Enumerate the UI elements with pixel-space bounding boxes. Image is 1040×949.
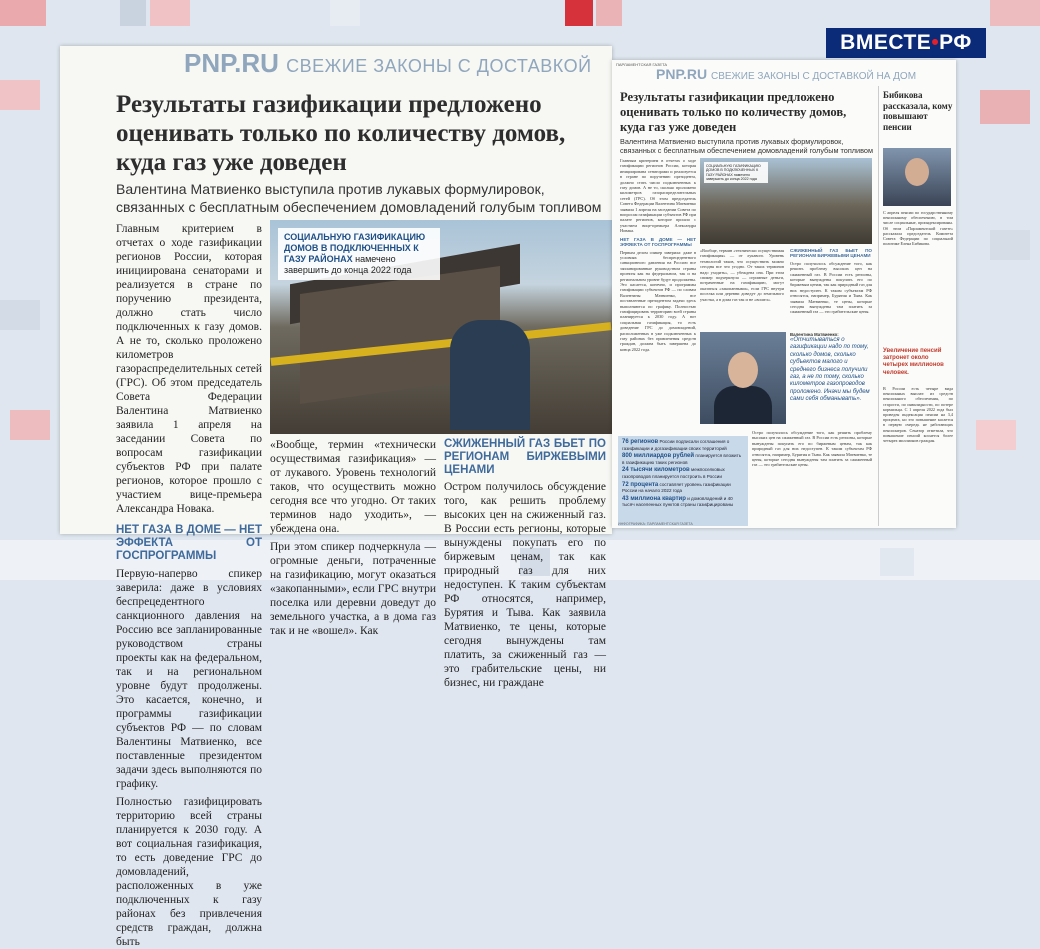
page-col4-body: Остро получилось обсуждение того, как решить проблему высоких цен на сжиженный газ. В России есть регионы, которые вынуждены покупать его по биржевым ценам, так как природный газ для них недоступен. К таким субъектам РФ относятся, например, Бурятия и Тыва. Как заявила Матвиенко, те цены, которые сегодня вынуждены там платить за сжиженный газ — это грабительские цены. <box>752 430 872 468</box>
page-footer: ИНФОГРАФИКА: ПАРЛАМЕНТСКАЯ ГАЗЕТА <box>618 522 693 526</box>
page-column-4 <box>752 430 872 520</box>
bg-tile <box>976 420 1016 450</box>
stat-number: 43 миллиона квартир <box>622 495 686 502</box>
page-col1-lead: Главным критерием в отчетах о ходе газификации регионов России, которая инициирована сенаторами и реализуется в стране по поручению президента, должно стать число подключенных к газу домов. А не то, сколько проложено километров газораспределительных сетей (ГРС). Об этом председатель Совета Федерации Валентина Матвиенко заявила 1 апреля на заседании Совета по вопросам газификации субъектов РФ при палате регионов, которое прошло с участием вице-премьера Александра Новака. <box>620 158 696 234</box>
page-col2-body: «Вообще, термин «технически осуществимая газификация» — от лукавого. Уровень технологий таков, что осуществить можно сегодня все что угодно. От таких терминов надо уходить», — убеждена она. При этом спикер подчеркнула — огромные деньги, потраченные на газификацию, могут оказаться «закопанными», если ГРС внутри поселка или деревни доведут до земельного участка, а в дома газ так и не «вошел». <box>700 248 784 302</box>
page-masthead <box>656 66 916 82</box>
zoom-photo <box>270 220 612 434</box>
zoomed-article <box>60 46 612 948</box>
zoom-col3-heading: СЖИЖЕННЫЙ ГАЗ БЬЕТ ПО РЕГИОНАМ БИРЖЕВЫМИ ЦЕНАМИ <box>444 438 606 476</box>
page-col1-heading: НЕТ ГАЗА В ДОМЕ — НЕТ ЭФФЕКТА ОТ ГОСПРОГРАММЫ <box>620 236 696 248</box>
zoom-col3-body: Остром получилось обсуждение того, как решить проблему высоких цен на сжиженный газ. В России есть регионы, которые вынуждены покупать его по биржевым ценам, так как природный газ для них недоступен. К таким субъектам РФ относятся, например, Бурятия и Тыва. Как заявила Матвиенко, те цены, которые сегодня вынуждены там платить, за сжиженный газ — это грабительские цены, ни бизнес, ни граждане <box>444 481 606 689</box>
page-portrait-photo <box>700 332 786 424</box>
page-photo <box>700 158 872 244</box>
stat-number: 72 процента <box>622 481 659 488</box>
masthead-name: PNP.RU <box>184 48 279 78</box>
sidebar-headline: Бибикова рассказала, кому повышают пенсии <box>883 90 953 132</box>
bg-tile <box>0 80 40 110</box>
zoom-col2-quote: «Вообще, термин «технически осуществимая газификация» — от лукавого. Уровень технологий таков, что осуществить можно сегодня все что угодно. От таких терминов надо уходить», — убеждена она. <box>270 439 436 535</box>
zoom-headline: Результаты газификации предложено оценивать только по количеству домов, куда газ уже доведен <box>116 91 566 176</box>
stat-item <box>622 439 744 451</box>
page-masthead-name: PNP.RU <box>656 66 708 82</box>
bg-tile <box>990 230 1030 260</box>
bg-tile <box>0 0 46 26</box>
quote-text: «Отчитываться о газификации надо по тому, сколько домов, сколько субъектов малого и среднего бизнеса получили газ, а не по тому, сколько километров газопроводов проложено. Иначи мы будем сами себя обманывать». <box>790 337 870 403</box>
stat-number: 800 миллиардов рублей <box>622 453 695 460</box>
bg-tile <box>150 0 190 26</box>
sidebar-photo-face <box>905 158 929 186</box>
bg-tile <box>980 90 1030 124</box>
page-col3-body: Остро получилось обсуждение того, как решить проблему высоких цен на сжиженный газ. В России есть регионы, которые вынуждены покупать его по биржевым ценам, так как природный газ для них недоступен. К таким субъектам РФ относятся, например, Бурятия и Тыва. Как заявила Матвиенко, те цены, которые сегодня вынуждены там платить за сжиженный газ — это грабительские цены. <box>790 260 872 315</box>
masthead-tagline: СВЕЖИЕ ЗАКОНЫ С ДОСТАВКОЙ <box>286 56 592 76</box>
portrait-body <box>714 386 772 424</box>
stat-number: 76 регионов <box>622 439 659 445</box>
page-column-2 <box>700 248 784 330</box>
logo-text: ВМЕСТЕ <box>840 31 932 54</box>
photo-caption <box>278 228 440 280</box>
zoom-subheadline: Валентина Матвиенко выступила против лукавых формулировок, связанных с бесплатным обеспечением домовладений голубым топливом <box>116 181 602 215</box>
sidebar-text-2: В России есть четыре вида пенсионных выплат: из средств пенсионного обеспечения, по старости, по инвалидности, по потере кормильца. С 1 апреля 2022 года был проведен индексация пенсии на 3,4 процента, но это повышение касается в первую очередь не работающих пенсионеров. Сенатор отметила, что повышение пенсий коснется более четырех миллионов граждан. <box>883 386 953 444</box>
bg-tile <box>330 0 360 26</box>
newspaper-page <box>612 60 956 528</box>
logo-suffix: РФ <box>939 31 972 54</box>
page-col1-body: Первым делом спикер заверила: даже в условиях беспрецедентного санкционного давления на Россию все запланированные руководством страны проекты как на федеральном, так и на региональном уровне будут продолжены. Это касается, конечно, и программы газификации субъектов РФ — по словам Валентины Матвиенко, все поставленные президентом задачи здесь выполняются по графику. Полностью газифицировать территорию всей страны планируется к 2030 году. А вот социальная газификация, то есть доведение ГРС до домовладений, расположенных в уже подключенных к газу районах без привлечения средств граждан, должна быть завершена до конца 2022 года. <box>620 249 696 352</box>
stat-item <box>622 453 744 465</box>
stat-text: планируется вложить в газификацию таких регионов <box>622 453 742 465</box>
zoom-col1-body: Первую-наперво спикер заверила: даже в условиях беспрецедентного санкционного давления на Россию все запланированные руководством страны проекты как на федеральном, так и на региональном уровне будут продолжены. Это касается, конечно, и программы газификации субъектов РФ — по словам Валентины Матвиенко, все поставленные президентом задачи здесь выполняются по графику. <box>116 568 262 790</box>
page-masthead-tagline: СВЕЖИЕ ЗАКОНЫ С ДОСТАВКОЙ НА ДОМ <box>710 71 917 82</box>
bg-tile <box>10 410 50 440</box>
photo-caption-bold: СОЦИАЛЬНУЮ ГАЗИФИКАЦИЮ ДОМОВ В ПОДКЛЮЧЕННЫХ К ГАЗУ РАЙОНАХ <box>284 232 426 264</box>
bg-tile <box>0 300 40 330</box>
zoom-masthead <box>184 48 592 79</box>
photo-caption-text: намечено завершить до конца 2022 года <box>284 254 412 275</box>
photo-worker <box>450 320 530 430</box>
stat-text: и домовладений и 40 тысяч населенных пунктов страны газифицированы <box>622 495 734 508</box>
page-col3-heading: СЖИЖЕННЫЙ ГАЗ БЬЕТ ПО РЕГИОНАМ БИРЖЕВЫМИ ЦЕНАМИ <box>790 248 872 259</box>
zoom-column-3 <box>444 438 606 689</box>
page-subheadline: Валентина Матвиенко выступила против лукавых формулировок, связанных с бесплатным обеспечением домовладений голубым топливом <box>620 137 873 155</box>
stat-item <box>622 482 744 494</box>
page-photo-caption: СОЦИАЛЬНУЮ ГАЗИФИКАЦИЮ ДОМОВ В ПОДКЛЮЧЕННЫХ К ГАЗУ РАЙОНАХ намечено завершить до конца 2022 года <box>704 162 768 183</box>
channel-logo <box>826 28 986 58</box>
page-headline: Результаты газификации предложено оценивать только по количеству домов, куда газ уже доведен <box>620 90 847 134</box>
page-quote <box>790 332 872 424</box>
stat-text: межпоселковых газопроводов планируется построить в России <box>622 467 725 479</box>
page-column-1 <box>620 158 696 432</box>
stat-number: 24 тысячи километров <box>622 467 690 474</box>
quote-author: Валентина Матвиенко: <box>790 332 839 337</box>
bg-tile <box>565 0 593 26</box>
page-column-3 <box>790 248 872 330</box>
bg-tile <box>990 0 1040 26</box>
stat-item <box>622 496 744 508</box>
zoom-col2-body: При этом спикер подчеркнула — огромные деньги, потраченные на газификацию, могут оказаться «закопанными», если ГРС внутри поселка или деревни доведут до земельного участка, а в дома газ так и не «вошел». Как <box>270 541 436 637</box>
zoom-column-1 <box>116 222 262 948</box>
page-stats-box <box>618 436 748 526</box>
zoom-col1-heading: НЕТ ГАЗА В ДОМЕ — НЕТ ЭФФЕКТА ОТ ГОСПРОГРАММЫ <box>116 524 262 562</box>
stat-text: России подписали соглашения о газификации и догазификации своих территорий <box>622 439 730 451</box>
zoom-col1-body-2: Полностью газифицировать территорию всей страны планируется к 2030 году. А вот социальная газификация, то есть доведение ГРС до домовладений, расположенных в уже подключенных к газу районах без привлечения средств граждан, должна быть <box>116 796 262 948</box>
bg-tile <box>596 0 622 26</box>
zoom-col1-lead: Главным критерием в отчетах о ходе газификации регионов России, которая инициирована сенаторами и реализуется в стране по поручению президента, должно стать число подключенных к газу домов. А не то, сколько проложено километров газораспределительных сетей (ГРС). Об этом председатель Совета Федерации Валентина Матвиенко заявила 1 апреля на заседании Совета по вопросам газификации субъектов РФ при палате регионов, которое прошло с участием вице-премьера Александра Новака. <box>116 223 262 515</box>
sidebar-text: С апреля пенсии по государственному пенсионному обеспечению, в том числе социальные, проиндексированы. Об этом «Парламентской газете» рассказала председатель Комитета Совета Федерации по социальной политике Елена Бибикова. <box>883 210 953 247</box>
page-topline: ПАРЛАМЕНТСКАЯ ГАЗЕТА <box>616 62 668 67</box>
zoom-column-2 <box>270 438 436 637</box>
stat-item <box>622 467 744 479</box>
bg-tile <box>120 0 146 26</box>
sidebar-highlight: Увеличение пенсий затронет около четырех миллионов человек. <box>883 348 944 376</box>
portrait-face <box>728 352 758 388</box>
logo-dot: • <box>931 31 940 54</box>
stat-text: составляет уровень газификации России на начало 2022 года <box>622 481 731 494</box>
bg-tile <box>880 548 914 576</box>
page-sidebar <box>878 86 955 526</box>
sidebar-photo <box>883 148 951 206</box>
